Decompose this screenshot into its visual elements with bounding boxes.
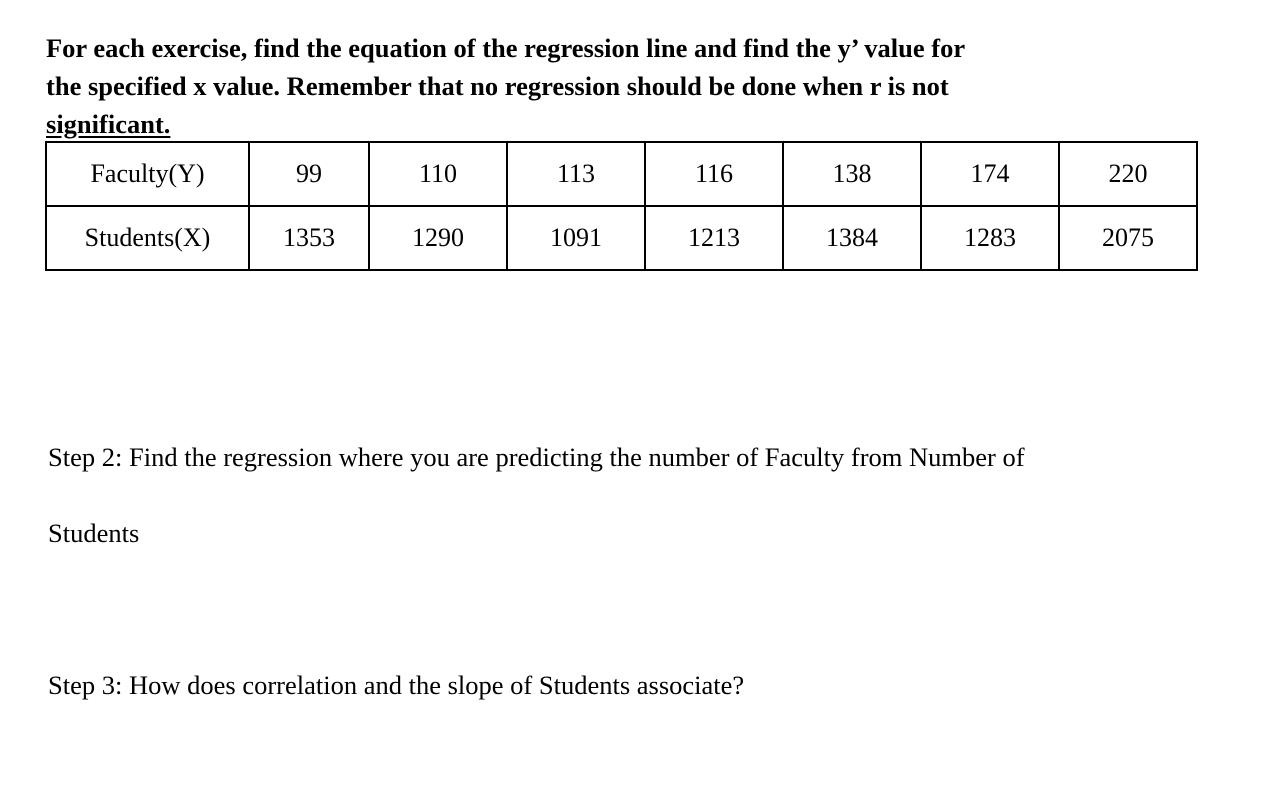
table-row-students <box>46 206 1197 270</box>
table-cell: 99 <box>249 142 369 206</box>
data-table <box>45 141 1198 271</box>
table-cell: 1384 <box>783 206 921 270</box>
table-cell: 1091 <box>507 206 645 270</box>
instructions-paragraph <box>46 29 1226 143</box>
instructions-line-2: the specified x value. Remember that no regression should be done when r is not <box>46 71 949 101</box>
row-header-students: Students(X) <box>46 206 249 270</box>
step-2-text: Step 2: Find the regression where you are predicting the number of Faculty from Number of <box>48 442 1025 472</box>
table-cell: 1290 <box>369 206 507 270</box>
table-cell: 1353 <box>249 206 369 270</box>
table-cell: 113 <box>507 142 645 206</box>
table-cell: 138 <box>783 142 921 206</box>
table-cell: 110 <box>369 142 507 206</box>
step-2-text-continued: Students <box>48 518 140 548</box>
instructions-line-3: significant. <box>46 109 171 139</box>
table-cell: 174 <box>921 142 1059 206</box>
row-header-faculty: Faculty(Y) <box>46 142 249 206</box>
table-row-faculty <box>46 142 1197 206</box>
table-cell: 1213 <box>645 206 783 270</box>
instructions-line-1: For each exercise, find the equation of the regression line and find the y’ value for <box>46 33 966 63</box>
step-3-text: Step 3: How does correlation and the slope of Students associate? <box>48 670 745 700</box>
table-cell: 220 <box>1059 142 1197 206</box>
table-cell: 1283 <box>921 206 1059 270</box>
table-cell: 2075 <box>1059 206 1197 270</box>
table-cell: 116 <box>645 142 783 206</box>
